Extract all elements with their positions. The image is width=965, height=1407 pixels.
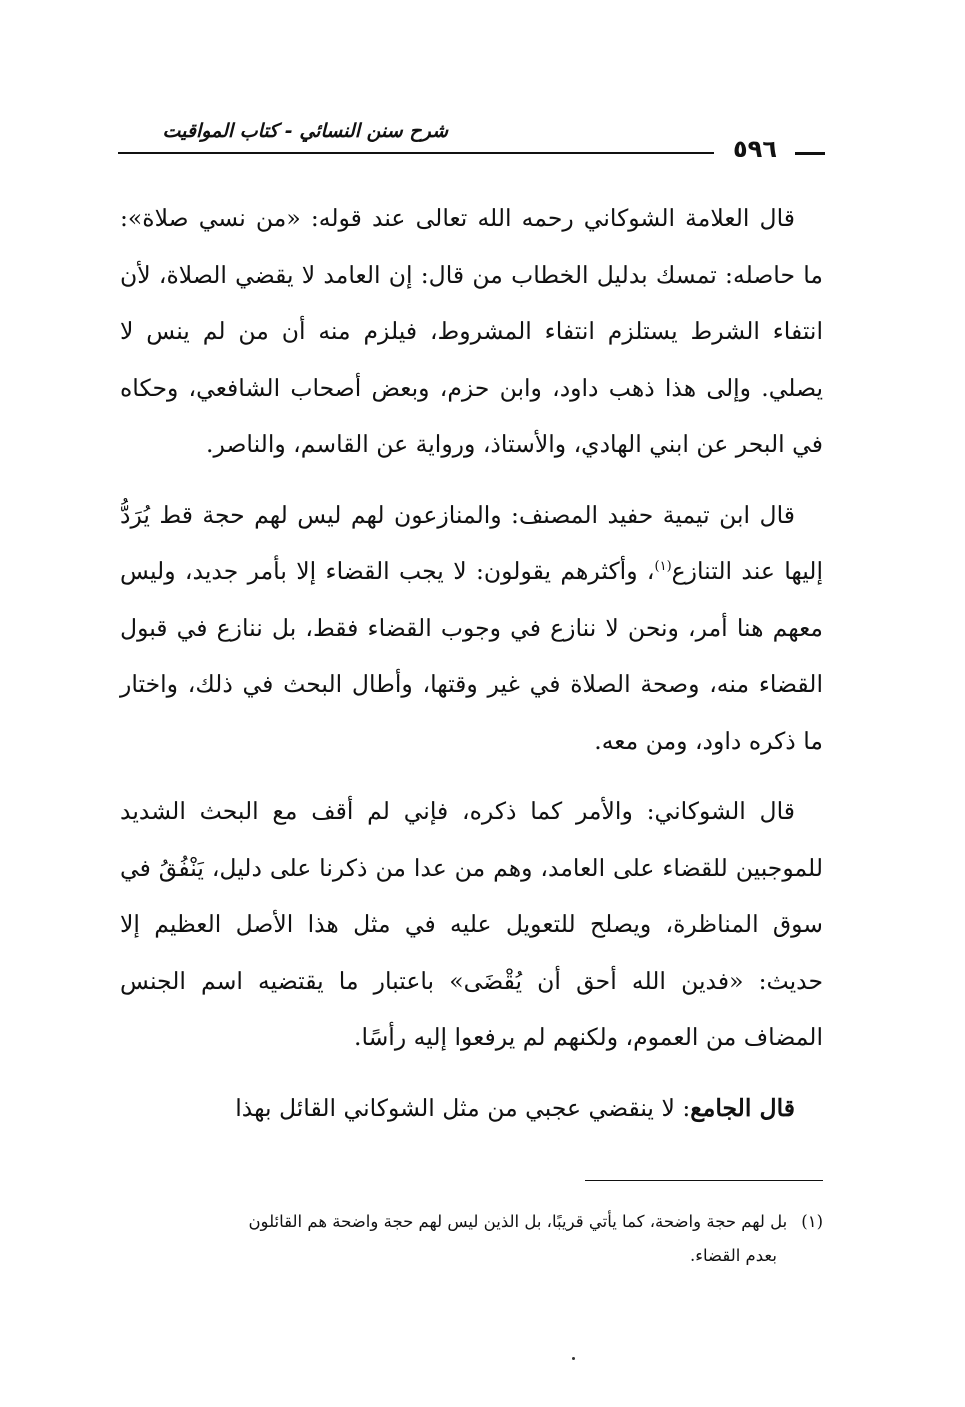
footnote-line-1: بل لهم حجة واضحة، كما يأتي قريبًا، بل الذين ليس لهم حجة واضحة هم القائلون [248, 1212, 788, 1231]
footnote-line-2: بعدم القضاء. [690, 1246, 777, 1265]
footnote-number: (١) [801, 1212, 823, 1231]
main-text [120, 190, 823, 1150]
page-number: ٥٩٦ [733, 135, 777, 163]
paragraph-1 [120, 190, 823, 473]
paragraph-4-text: : لا ينقضي عجبي من مثل الشوكاني القائل بهذا [235, 1093, 691, 1122]
paragraph-3 [120, 783, 823, 1066]
header-rule-short [795, 152, 825, 155]
paragraph-2 [120, 487, 823, 770]
print-speck [572, 1357, 575, 1360]
running-header-title: شرح سنن النسائي - كتاب المواقيت [162, 120, 448, 142]
paragraph-3-text: قال الشوكاني: والأمر كما ذكره، فإني لم أقف مع البحث الشديد للموجبين للقضاء على العامد، وهم من عدا من ذكرنا على دليل، يَنْفُقُ في سوق المناظرة، ويصلح للتعويل عليه في مثل هذا الأصل العظيم إلا حديث: «فدين الله أحق أن يُقْضَى» باعتبار ما يقتضيه اسم الجنس المضاف من العموم، ولكنهم لم يرفعوا إليه رأسًا. [120, 797, 823, 1051]
footnote-reference: (١) [654, 559, 672, 575]
footnote [120, 1205, 823, 1273]
paragraph-4-lead: قال الجامع [690, 1093, 795, 1122]
paragraph-1-text: قال العلامة الشوكاني رحمه الله تعالى عند قوله: «من نسي صلاة»: ما حاصله: تمسك بدليل الخطاب من قال: إن العامد لا يقضي الصلاة، لأن انتفاء الشرط يستلزم انتفاء المشروط، فيلزم منه أن من لم ينس لا يصلي. وإلى هذا ذهب داود، وابن حزم، وبعض أصحاب الشافعي، وحكاه في البحر عن ابني الهادي، والأستاذ، ورواية عن القاسم، والناصر. [120, 204, 823, 458]
paragraph-4 [120, 1080, 823, 1137]
paragraph-2-text-before: قال ابن تيمية حفيد المصنف: والمنازعون لهم ليس لهم حجة قط يُرَدُّ إليها عند التنازع [120, 500, 823, 585]
header-rule [118, 152, 714, 154]
paragraph-2-text-after: ، وأكثرهم يقولون: لا يجب القضاء إلا بأمر جديد، وليس معهم هنا أمر، ونحن لا ننازع في وجوب القضاء فقط، بل ننازع في قبول القضاء منه، وصحة الصلاة في غير وقتها، وأطال البحث في ذلك، واختار ما ذكره داود، ومن معه. [120, 557, 823, 755]
footnote-separator [585, 1180, 823, 1181]
